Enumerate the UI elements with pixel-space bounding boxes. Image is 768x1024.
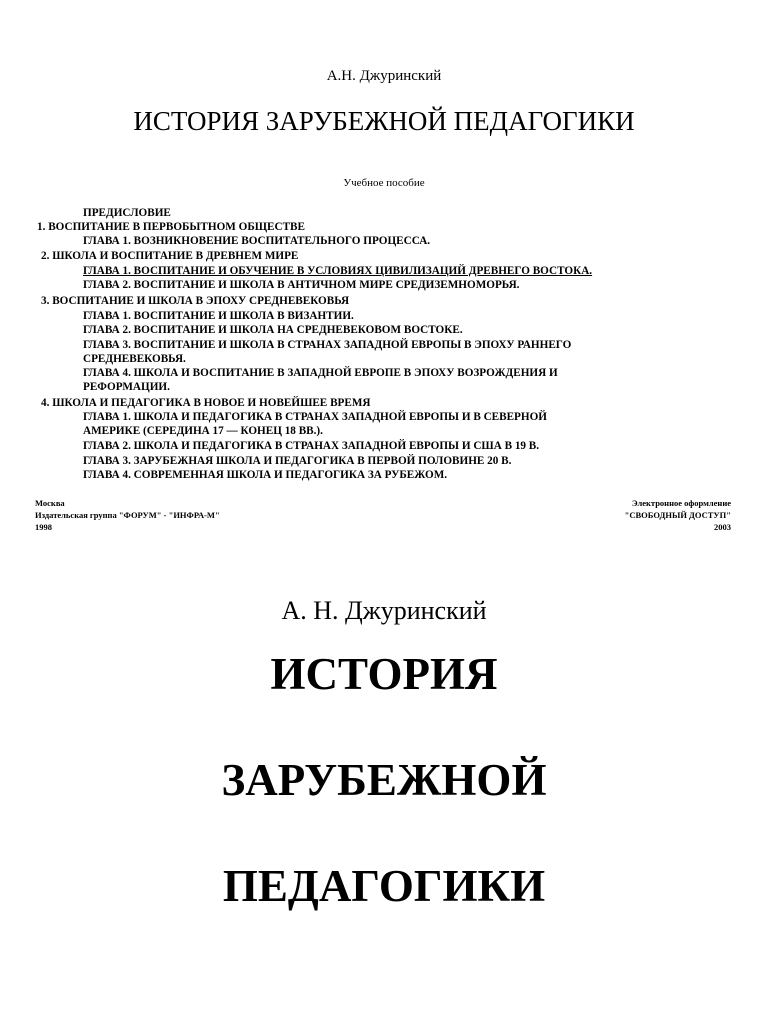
header-subtitle: Учебное пособие [343,177,425,189]
toc-part-3-chapter-4-cont[interactable]: РЕФОРМАЦИИ. [83,381,170,393]
toc-part-4-chapter-3[interactable]: ГЛАВА 3. ЗАРУБЕЖНАЯ ШКОЛА И ПЕДАГОГИКА В ПЕРВОЙ ПОЛОВИНЕ 20 В. [83,455,512,467]
cover-author: А. Н. Джуринский [281,596,487,625]
imprint-publisher-name: Издательская группа "ФОРУМ" - "ИНФРА-М" [35,510,220,520]
toc-preface-link[interactable]: ПРЕДИСЛОВИЕ [83,207,171,219]
toc-part-1-chapter-1[interactable]: ГЛАВА 1. ВОЗНИКНОВЕНИЕ ВОСПИТАТЕЛЬНОГО ПРОЦЕССА. [83,235,431,247]
imprint-electronic-name: "СВОБОДНЫЙ ДОСТУП" [624,510,731,520]
toc-part-3[interactable]: 3. ВОСПИТАНИЕ И ШКОЛА В ЭПОХУ СРЕДНЕВЕКОВЬЯ [41,295,350,307]
toc-part-4-chapter-2[interactable]: ГЛАВА 2. ШКОЛА И ПЕДАГОГИКА В СТРАНАХ ЗАПАДНОЙ ЕВРОПЫ И США В 19 В. [83,440,540,452]
cover-title-line-1: ИСТОРИЯ [270,649,498,699]
toc-part-2[interactable]: 2. ШКОЛА И ВОСПИТАНИЕ В ДРЕВНЕМ МИРЕ [41,250,299,262]
imprint-year: 1998 [35,522,52,532]
toc-part-3-chapter-3[interactable]: ГЛАВА 3. ВОСПИТАНИЕ И ШКОЛА В СТРАНАХ ЗАПАДНОЙ ЕВРОПЫ В ЭПОХУ РАННЕГО [83,339,572,351]
toc-part-4-chapter-4[interactable]: ГЛАВА 4. СОВРЕМЕННАЯ ШКОЛА И ПЕДАГОГИКА ЗА РУБЕЖОМ. [83,469,448,481]
imprint-electronic-label: Электронное оформление [631,498,731,508]
toc-part-2-chapter-2[interactable]: ГЛАВА 2. ВОСПИТАНИЕ И ШКОЛА В АНТИЧНОМ МИРЕ СРЕДИЗЕМНОМОРЬЯ. [83,279,520,291]
toc-part-4-chapter-1[interactable]: ГЛАВА 1. ШКОЛА И ПЕДАГОГИКА В СТРАНАХ ЗАПАДНОЙ ЕВРОПЫ И В СЕВЕРНОЙ [83,411,547,423]
toc-part-3-chapter-3-cont[interactable]: СРЕДНЕВЕКОВЬЯ. [83,353,186,365]
imprint-publisher [35,497,220,533]
toc-part-2-chapter-1[interactable]: ГЛАВА 1. ВОСПИТАНИЕ И ОБУЧЕНИЕ В УСЛОВИЯХ ЦИВИЛИЗАЦИЙ ДРЕВНЕГО ВОСТОКА. [83,265,593,277]
toc-part-4[interactable]: 4. ШКОЛА И ПЕДАГОГИКА В НОВОЕ И НОВЕЙШЕЕ ВРЕМЯ [41,397,371,409]
toc-part-3-chapter-4[interactable]: ГЛАВА 4. ШКОЛА И ВОСПИТАНИЕ В ЗАПАДНОЙ ЕВРОПЕ В ЭПОХУ ВОЗРОЖДЕНИЯ И [83,367,558,379]
toc-part-4-chapter-1-cont[interactable]: АМЕРИКЕ (СЕРЕДИНА 17 — КОНЕЦ 18 ВВ.). [83,425,323,437]
cover-title-line-2: ЗАРУБЕЖНОЙ [221,755,547,805]
toc-part-3-chapter-2[interactable]: ГЛАВА 2. ВОСПИТАНИЕ И ШКОЛА НА СРЕДНЕВЕКОВОМ ВОСТОКЕ. [83,324,463,336]
header-title: ИСТОРИЯ ЗАРУБЕЖНОЙ ПЕДАГОГИКИ [133,106,635,136]
imprint-electronic-year: 2003 [714,522,731,532]
imprint-electronic [625,497,731,533]
header-author: А.Н. Джуринский [326,68,442,84]
cover-title-line-3: ПЕДАГОГИКИ [222,861,546,911]
toc-part-3-chapter-1[interactable]: ГЛАВА 1. ВОСПИТАНИЕ И ШКОЛА В ВИЗАНТИИ. [83,310,354,322]
imprint-city: Москва [35,498,65,508]
toc-part-1[interactable]: 1. ВОСПИТАНИЕ В ПЕРВОБЫТНОМ ОБЩЕСТВЕ [37,221,305,233]
